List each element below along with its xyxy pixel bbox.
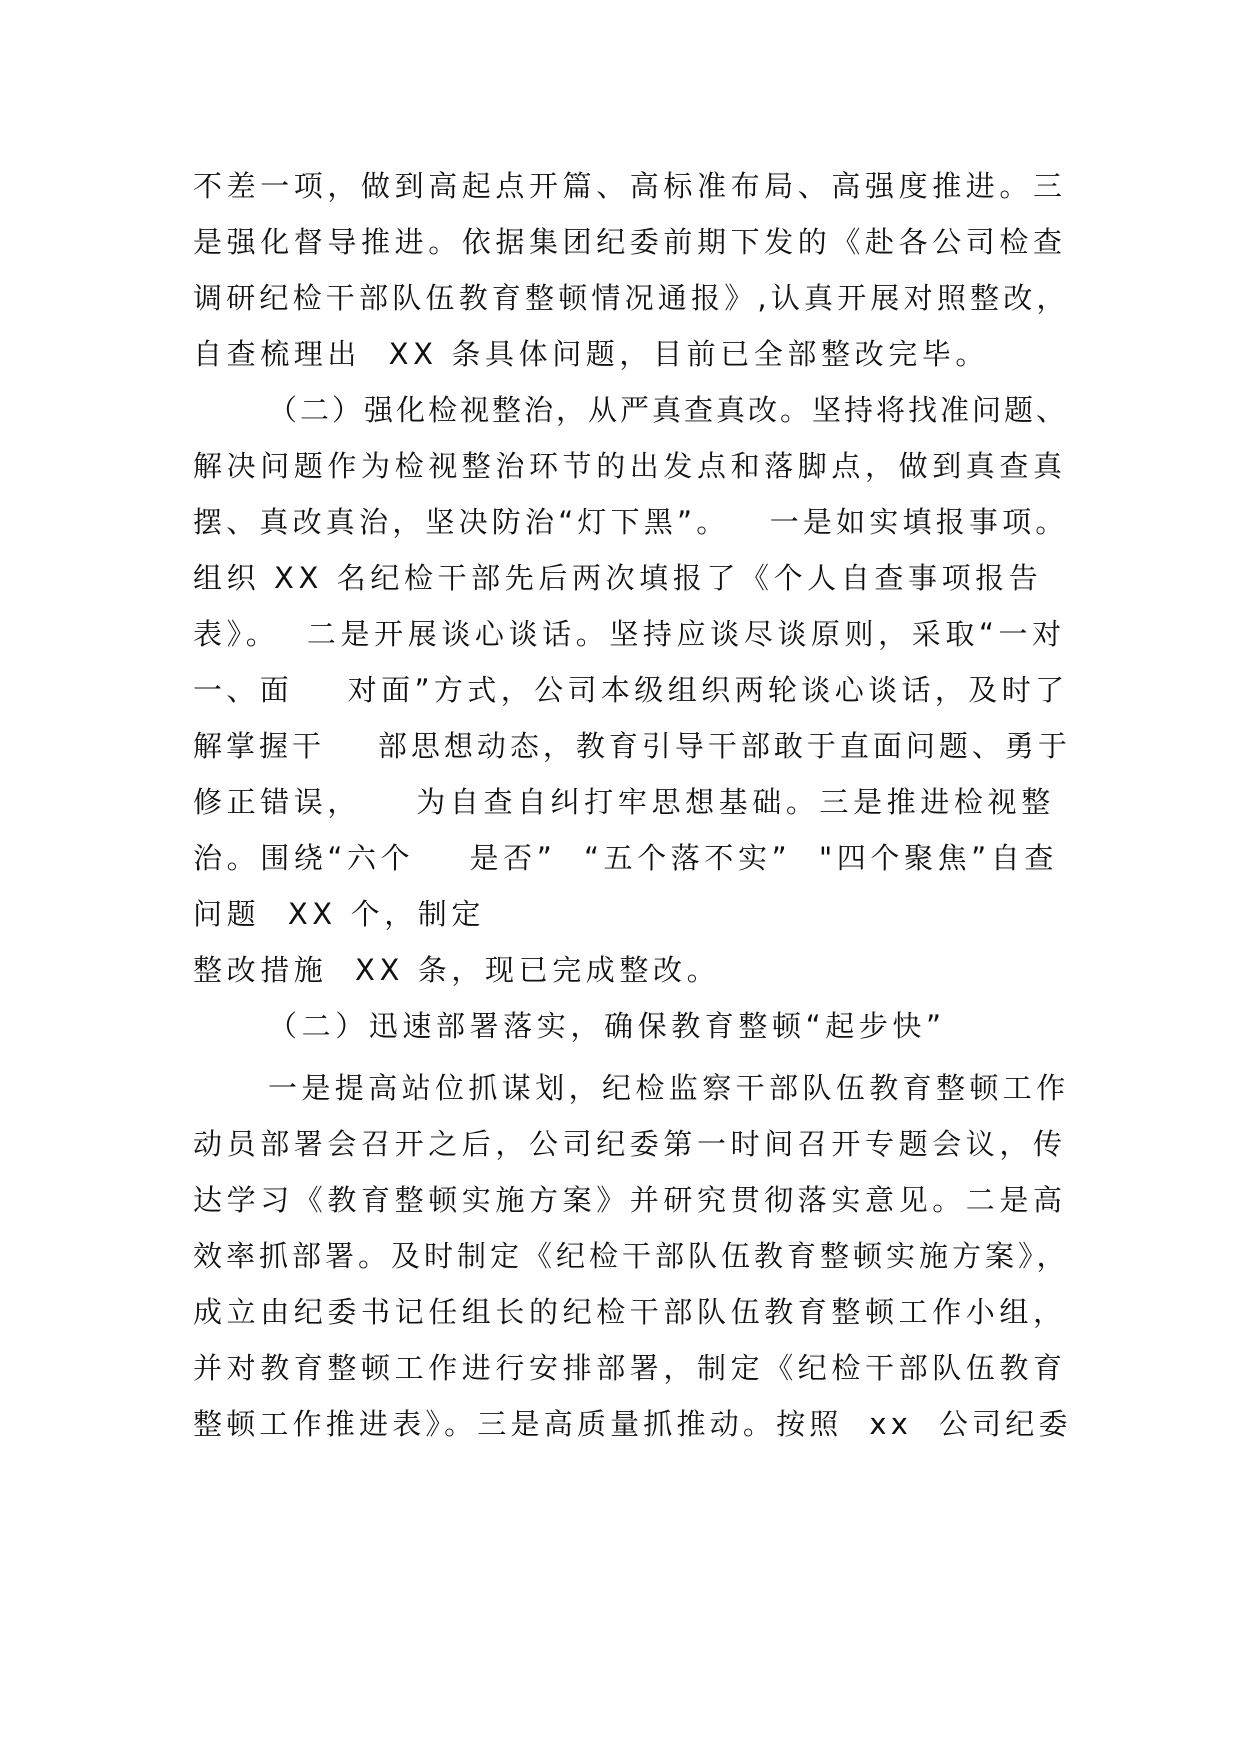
text-line: 自查梳理出 XX 条具体问题，目前已全部整改完毕。 — [193, 337, 989, 371]
text-line: 解掌握干 部思想动态，教育引导干部敢于直面问题、勇于 — [193, 729, 1071, 763]
section-heading: （二）强化检视整治，从严真查真改。坚持将找准问题、 — [268, 393, 1069, 427]
text-line: 一是提高站位抓谋划，纪检监察干部队伍教育整顿工作 — [268, 1071, 1070, 1105]
text-line: 解决问题作为检视整治环节的出发点和落脚点，做到真查真 — [193, 449, 1067, 483]
text-line: 并对教育整顿工作进行安排部署，制定《纪检干部队伍教育 — [193, 1351, 1067, 1385]
text-line: 一、面 对面”方式，公司本级组织两轮谈心谈话，及时了 — [193, 673, 1069, 707]
text-line: 摆、真改真治，坚决防治“灯下黑”。 一是如实填报事项。 — [193, 505, 1069, 539]
text-line: 整改措施 XX 条，现已完成整改。 — [193, 953, 721, 987]
text-line: 成立由纪委书记任组长的纪检干部队伍教育整顿工作小组， — [193, 1295, 1067, 1329]
text-line: 组织 XX 名纪检干部先后两次填报了《个人自查事项报告 — [193, 561, 1043, 595]
text-line: 修正错误， 为自查自纠打牢思想基础。三是推进检视整 — [193, 785, 1055, 819]
text-line: 达学习《教育整顿实施方案》并研究贯彻落实意见。二是高 — [193, 1183, 1067, 1217]
text-line: 治。围绕“六个 是否” “五个落不实” "四个聚焦”自查 — [193, 841, 1059, 875]
section-heading: （二）迅速部署落实，确保教育整顿“起步快” — [268, 1009, 946, 1043]
text-line: 动员部署会召开之后，公司纪委第一时间召开专题会议，传 — [193, 1127, 1067, 1161]
text-line: 不差一项，做到高起点开篇、高标准布局、高强度推进。三 — [193, 169, 1067, 203]
text-line: 是强化督导推进。依据集团纪委前期下发的《赴各公司检查 — [193, 225, 1067, 259]
text-line: 整顿工作推进表》。三是高质量抓推动。按照 xx 公司纪委 — [193, 1407, 1072, 1441]
text-line: 问题 XX 个，制定 — [193, 897, 485, 931]
text-line: 效率抓部署。及时制定《纪检干部队伍教育整顿实施方案》， — [193, 1239, 1070, 1273]
text-line: 调研纪检干部队伍教育整顿情况通报》,认真开展对照整改， — [193, 281, 1070, 315]
text-line: 表》。 二是开展谈心谈话。坚持应谈尽谈原则，采取“一对 — [193, 617, 1066, 651]
